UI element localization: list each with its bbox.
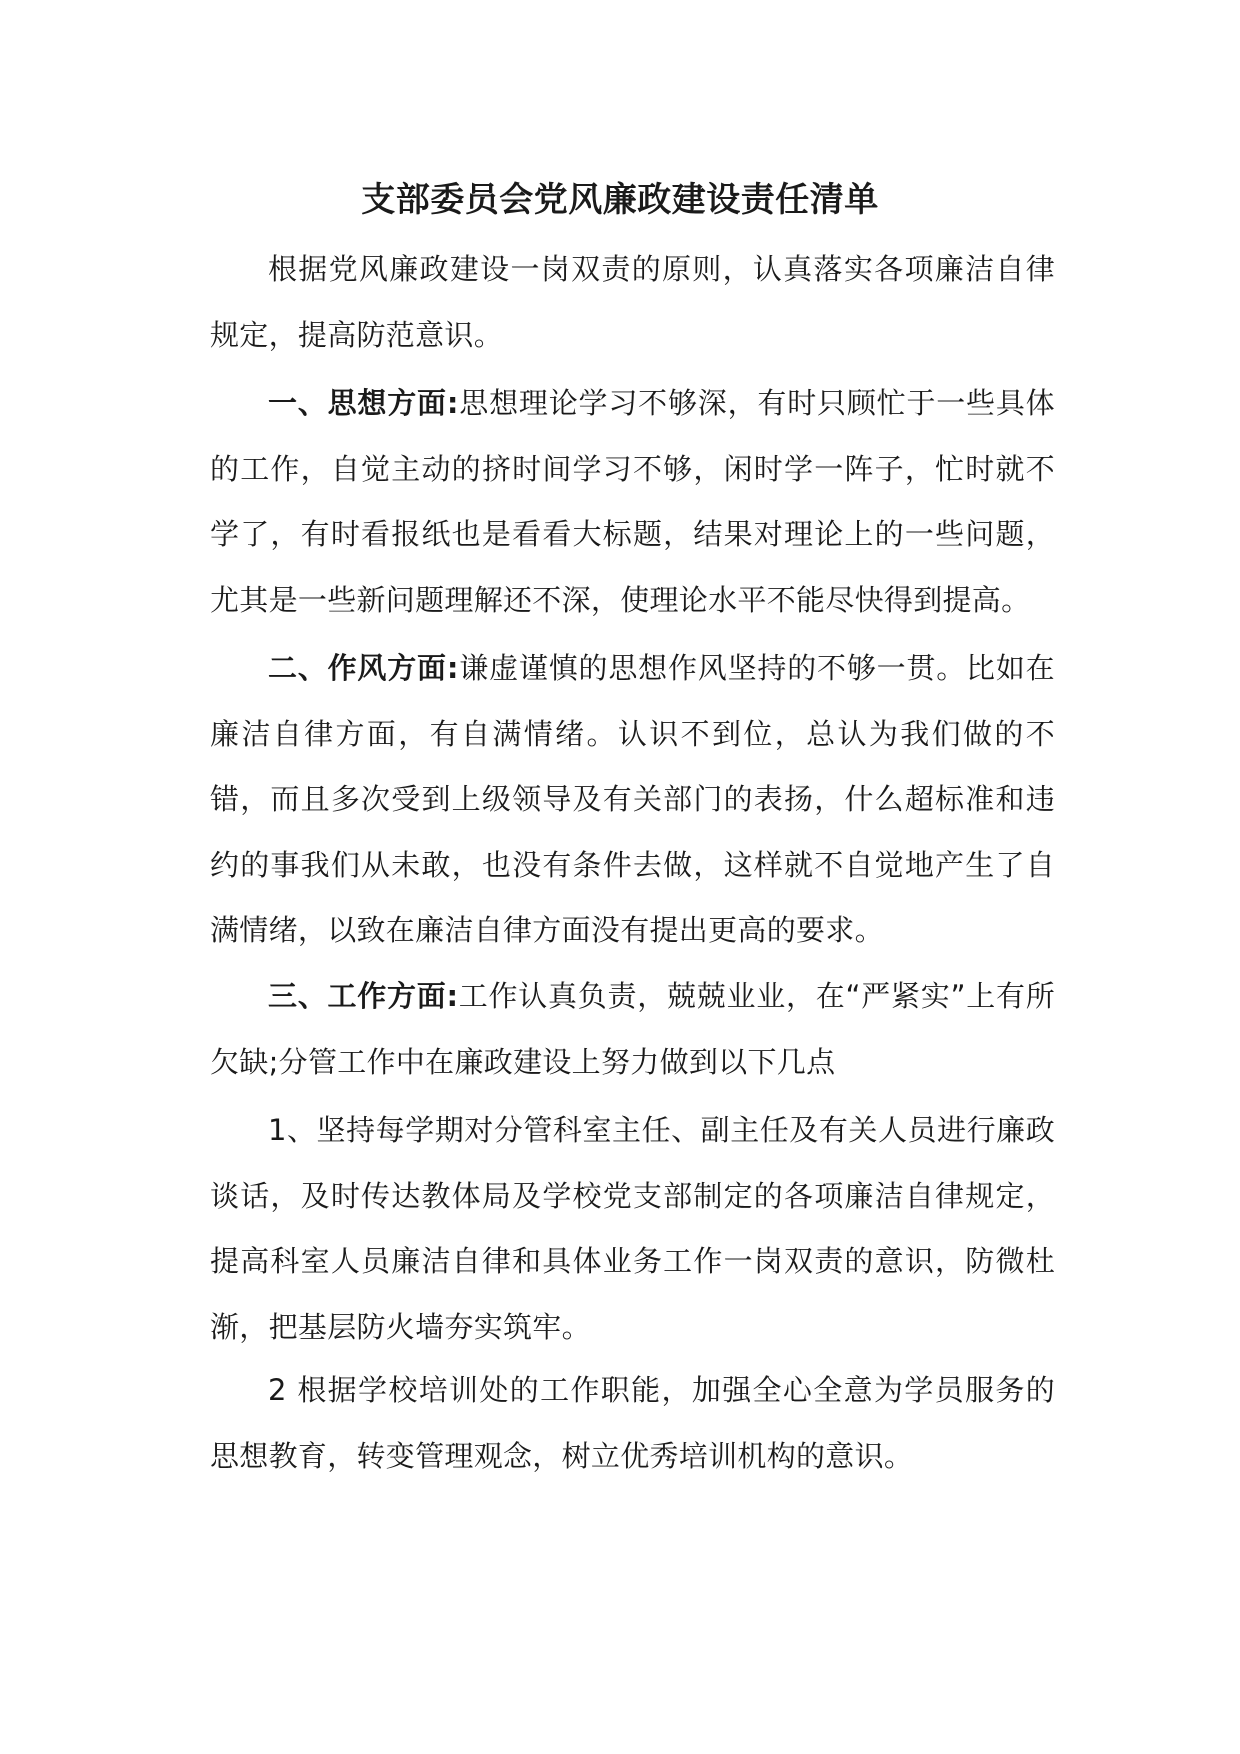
intro-paragraph: 根据党风廉政建设一岗双责的原则，认真落实各项廉洁自律规定，提高防范意识。 [210, 252, 1055, 352]
section-text: 工作认真负责，兢兢业业，在“严紧实”上有所欠缺;分管工作中在廉政建设上努力做到以下几点 [210, 979, 1055, 1079]
section-heading: 二、作风方面: [268, 651, 459, 685]
point-2: 2 根据学校培训处的工作职能，加强全心全意为学员服务的思想教育，转变管理观念，树立优秀培训机构的意识。 [210, 1373, 1055, 1473]
section-heading: 一、思想方面: [268, 386, 459, 420]
section-text: 谦虚谨慎的思想作风坚持的不够一贯。比如在廉洁自律方面，有自满情绪。认识不到位，总认为我们做的不错，而且多次受到上级领导及有关部门的表扬，什么超标准和违约的事我们从未敢，也没有条件去做，这样就不自觉地产生了自满情绪，以致在廉洁自律方面没有提出更高的要求。 [210, 651, 1055, 948]
section-work [210, 964, 1055, 1095]
section-heading: 三、工作方面: [268, 979, 459, 1013]
document-title: 支部委员会党风廉政建设责任清单 [361, 180, 879, 220]
section-style [210, 636, 1055, 964]
point-1: 1、坚持每学期对分管科室主任、副主任及有关人员进行廉政谈话，及时传达教体局及学校党支部制定的各项廉洁自律规定，提高科室人员廉洁自律和具体业务工作一岗双责的意识，防微杜渐，把基层防火墙夯实筑牢。 [210, 1113, 1055, 1344]
section-text: 思想理论学习不够深，有时只顾忙于一些具体的工作，自觉主动的挤时间学习不够，闲时学一阵子，忙时就不学了，有时看报纸也是看看大标题，结果对理论上的一些问题，尤其是一些新问题理解还不深，使理论水平不能尽快得到提高。 [210, 386, 1055, 617]
section-thought [210, 371, 1055, 633]
